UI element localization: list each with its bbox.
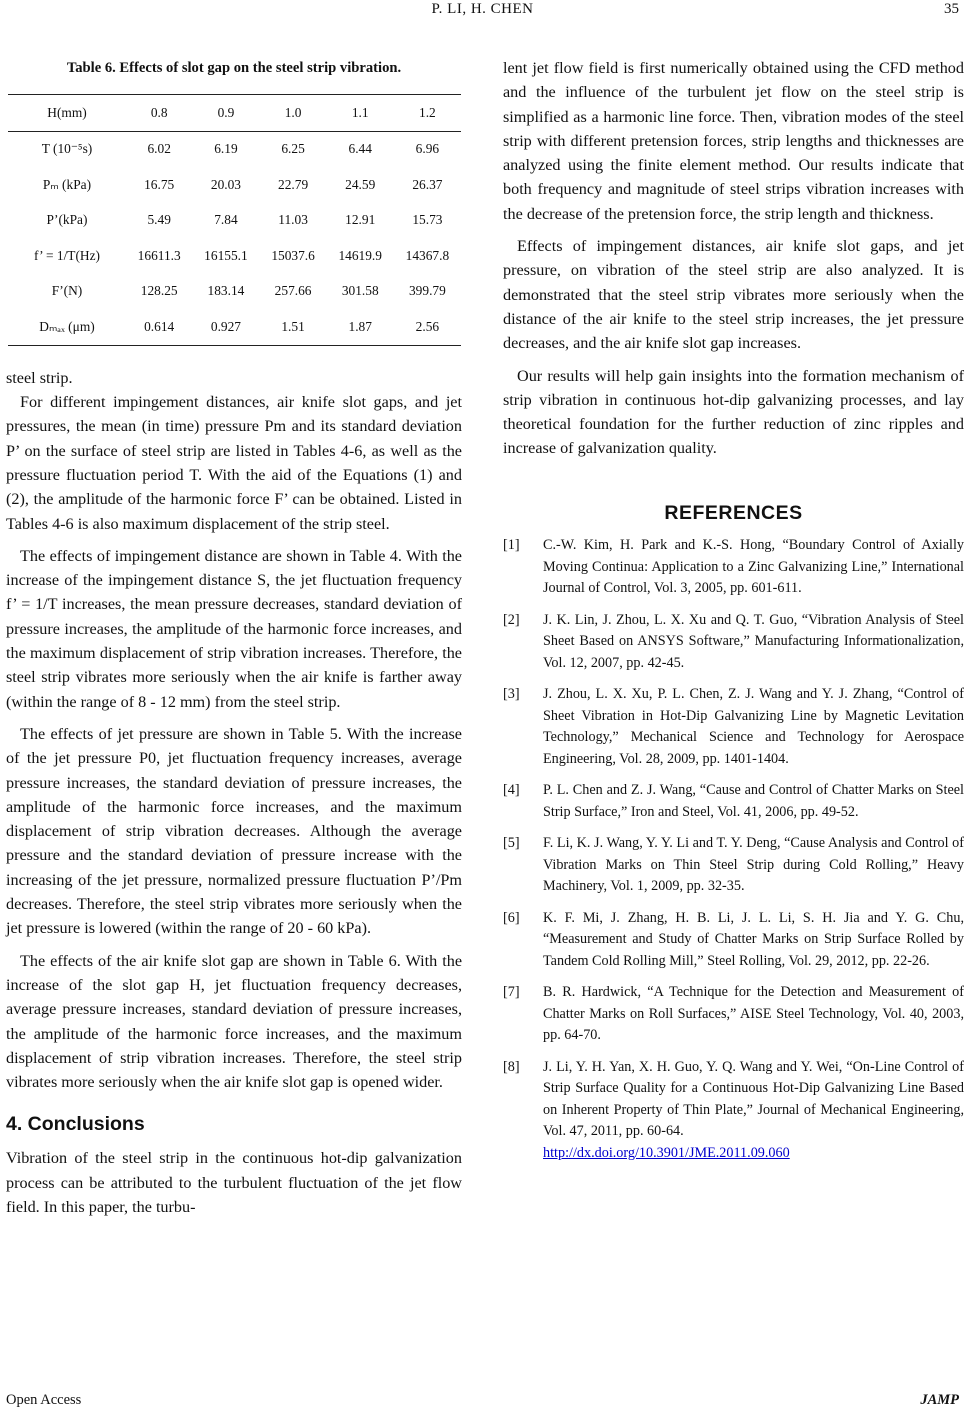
reference-item — [503, 982, 964, 1047]
references-heading: REFERENCES — [664, 501, 803, 524]
table-cell: 5.49 — [147, 212, 171, 228]
reference-text: B. R. Hardwick, “A Technique for the Detection and Measurement of Chatter Marks on Roll Surfaces,” AISE Steel Technology, Vol. 40, 2003, pp. 64-70. — [543, 984, 964, 1044]
table-cell: 6.44 — [348, 141, 372, 157]
reference-text: F. Li, K. J. Wang, Y. Y. Li and T. Y. Deng, “Cause Analysis and Control of Vibration Marks on Thin Steel Strip during Cold Rolling,” Heavy Machinery, Vol. 1, 2009, pp. 32-35. — [543, 835, 964, 895]
reference-number: [2] — [503, 611, 520, 628]
table-row — [8, 203, 461, 239]
body-paragraph: lent jet flow field is first numerically obtained using the CFD method and the influence of the turbulent jet flow on the steel strip is simplified as a harmonic line force. Then, vibration modes of the steel strip with different pretension forces, strip lengths and thicknesses are analyzed using the finite element method. Our results indicate that both frequency and magnitude of steel strips vibration increases with the decrease of the pretension force, the strip length and thickness. — [503, 59, 964, 223]
reference-item — [503, 610, 964, 675]
table-header-row — [8, 95, 461, 132]
table-row — [8, 238, 461, 274]
table-header-cell: 1.1 — [351, 104, 369, 120]
reference-text: C.-W. Kim, H. Park and K.-S. Hong, “Boundary Control of Axially Moving Continua: Application to a Zinc Galvanizing Line,” International Journal of Control, Vol. 3, 2005, pp. 601-611. — [543, 537, 964, 597]
reference-text: J. Li, Y. H. Yan, X. H. Guo, Y. Q. Wang and Y. Wei, “On-Line Control of Strip Surface Quality for a Continuous Hot-Dip Galvanizing Line Based on Inherent Property of Thin Plate,” Journal of Mechanical Engineering, Vol. 47, 2011, pp. 60-64. — [543, 1058, 964, 1140]
right-column — [503, 56, 964, 1174]
table-row — [8, 131, 461, 167]
table-cell: f’ = 1/T(Hz) — [33, 247, 101, 263]
table-cell: 16155.1 — [204, 247, 248, 263]
table-cell: 257.66 — [274, 283, 312, 299]
table-cell: 12.91 — [345, 212, 376, 228]
reference-item — [503, 684, 964, 770]
reference-text: K. F. Mi, J. Zhang, H. B. Li, J. L. Li, S. H. Jia and Y. G. Chu, “Measurement and Study of Chatter Marks on Strip Surface Rolled by Tandem Cold Rolling Mill,” Steel Rolling, Vol. 29, 2012, pp. 22-26. — [543, 909, 964, 969]
table-header-cell: 0.9 — [217, 104, 235, 120]
body-paragraph: Effects of impingement distances, air knife slot gaps, and jet pressure, on vibration of the steel strip are also analyzed. It is demonstrated that the steel strip vibrates more seriously when the distance of the air knife to the steel strip increases, the jet pressure decreases, and the air knife slot gap increases. — [503, 237, 964, 353]
reference-number: [3] — [503, 686, 520, 703]
section-heading: 4. Conclusions — [6, 1113, 145, 1136]
table-cell: 6.19 — [214, 141, 238, 157]
table-cell: 26.37 — [412, 176, 443, 192]
reference-number: [6] — [503, 909, 520, 926]
table-cell: 183.14 — [207, 283, 245, 299]
body-paragraph: The effects of impingement distance are shown in Table 4. With the increase of the impingement distance S, the jet fluctuation frequency f’ = 1/T increases, the mean pressure decreases, standard deviation of pressure increases, the amplitude of the harmonic force increases, and the maximum displacement of strip vibration increases. Therefore, the steel strip vibrates more seriously when the air knife is farther away (within the range of 8 - 12 mm) from the steel strip. — [6, 546, 462, 711]
table-cell: 6.02 — [147, 141, 171, 157]
table-cell: 0.927 — [210, 318, 242, 334]
reference-text: J. Zhou, L. X. Xu, P. L. Chen, Z. J. Wang and Y. J. Zhang, “Control of Sheet Vibration in Hot-Dip Galvanizing Line by Magnetic Levitation Technology,” Mechanical Science and Technology for Aerospace Engineering, Vol. 28, 2009, pp. 1401-1404. — [543, 686, 964, 767]
table-title: Table 6. Effects of slot gap on the steel strip vibration. — [66, 60, 402, 76]
reference-number: [1] — [503, 537, 520, 554]
page-header — [0, 0, 965, 26]
left-column — [6, 56, 462, 1219]
table-cell: 6.96 — [415, 141, 440, 157]
table-cell: Pₘ (kPa) — [42, 176, 92, 192]
table-cell: Dₘₐₓ (μm) — [39, 318, 95, 334]
table-cell: 15037.6 — [271, 247, 315, 263]
table-header-cell: H(mm) — [47, 104, 87, 120]
table-header-cell: 1.2 — [419, 104, 436, 120]
table-cell: 128.25 — [140, 283, 178, 299]
reference-number: [5] — [503, 835, 520, 852]
table-cell: 0.614 — [144, 318, 175, 334]
table-cell: P’(kPa) — [46, 212, 88, 228]
table-cell: 6.25 — [281, 141, 305, 157]
running-header-authors: P. LI, H. CHEN — [431, 1, 534, 17]
body-paragraph: The effects of jet pressure are shown in Table 5. With the increase of the jet pressure P0, jet fluctuation frequency increases, average pressure increases, the standard deviation of pressure increases, the amplitude of the harmonic force increases, and the maximum displacement of strip vibration decreases. Although the average pressure and the standard deviation of pressure increase with the increasing of the jet pressure, normalized pressure fluctuation P’/Pm decreases. Therefore, the steel strip vibrates more seriously when the jet pressure is lowered (within the range of 20 - 60 kPa). — [6, 724, 462, 938]
table-cell: F’(N) — [51, 283, 83, 299]
body-paragraph: Our results will help gain insights into the formation mechanism of strip vibration in continuous hot-dip galvanizing processes, and lay theoretical foundation for the further reduction of zinc ripples and increase of galvanization quality. — [503, 366, 964, 458]
reference-text: P. L. Chen and Z. J. Wang, “Cause and Control of Chatter Marks on Steel Strip Surface,” Iron and Steel, Vol. 41, 2006, pp. 49-52. — [543, 782, 964, 820]
table-cell: 16.75 — [144, 176, 175, 192]
footer-journal: JAMP — [920, 1392, 959, 1408]
footer-open-access: Open Access — [6, 1392, 82, 1408]
body-paragraph: steel strip. — [6, 368, 73, 387]
body-paragraph: For different impingement distances, air knife slot gaps, and jet pressures, the mean (in time) pressure Pm and its standard deviation P’ on the surface of steel strip are listed in Tables 4-6, as well as the pressure fluctuation period T. With the aid of the Equations (1) and (2), the amplitude of the harmonic force F’ can be obtained. Listed in Tables 4-6 is also maximum displacement of the strip steel. — [6, 393, 462, 533]
doi-link[interactable]: http://dx.doi.org/10.3901/JME.2011.09.060 — [543, 1144, 790, 1161]
table-cell: 15.73 — [412, 212, 443, 228]
page-footer — [0, 1392, 965, 1414]
data-table — [8, 94, 461, 346]
body-paragraph: Vibration of the steel strip in the continuous hot-dip galvanization process can be attributed to the turbulent fluctuation of the jet flow field. In this paper, the turbu- — [6, 1149, 462, 1216]
reference-item — [503, 780, 964, 823]
table-header-cell: 1.0 — [284, 104, 302, 120]
table-cell: 16611.3 — [137, 247, 181, 263]
reference-text: J. K. Lin, J. Zhou, L. X. Xu and Q. T. Guo, “Vibration Analysis of Steel Sheet Based on ANSYS Software,” Manufacturing Informationalization, Vol. 12, 2007, pp. 42-45. — [543, 611, 964, 671]
reference-item — [503, 535, 964, 600]
reference-number: [7] — [503, 984, 520, 1001]
table-cell: T (10⁻⁵s) — [41, 141, 93, 157]
table-cell: 14619.9 — [338, 247, 382, 263]
reference-text-block — [543, 1057, 964, 1165]
table-cell: 301.58 — [341, 283, 379, 299]
table-row — [8, 167, 461, 203]
table-cell: 1.51 — [281, 318, 305, 334]
table-header-cell: 0.8 — [150, 104, 168, 120]
page-number: 35 — [944, 1, 959, 17]
table-cell: 24.59 — [345, 176, 376, 192]
reference-number: [8] — [503, 1058, 520, 1075]
table-cell: 11.03 — [278, 212, 308, 228]
reference-number: [4] — [503, 782, 520, 799]
reference-item — [503, 1057, 964, 1165]
table-cell: 22.79 — [278, 176, 309, 192]
table-cell: 7.84 — [214, 212, 238, 228]
table-row — [8, 274, 461, 310]
table-cell: 1.87 — [348, 318, 372, 334]
table-cell: 399.79 — [408, 283, 446, 299]
table-row — [8, 309, 461, 345]
table-cell: 20.03 — [210, 176, 242, 192]
reference-item — [503, 908, 964, 973]
table-cell: 14367.8 — [405, 247, 450, 263]
body-paragraph: The effects of the air knife slot gap are shown in Table 6. With the increase of the slot gap H, jet fluctuation frequency decreases, average pressure increases, standard deviation of pressure increases, the amplitude of the harmonic force increases, and the maximum displacement of strip vibration increases. Therefore, the steel strip vibrates more seriously when the air knife slot gap is opened wider. — [6, 951, 462, 1092]
reference-item — [503, 833, 964, 898]
table-cell: 2.56 — [415, 318, 440, 334]
